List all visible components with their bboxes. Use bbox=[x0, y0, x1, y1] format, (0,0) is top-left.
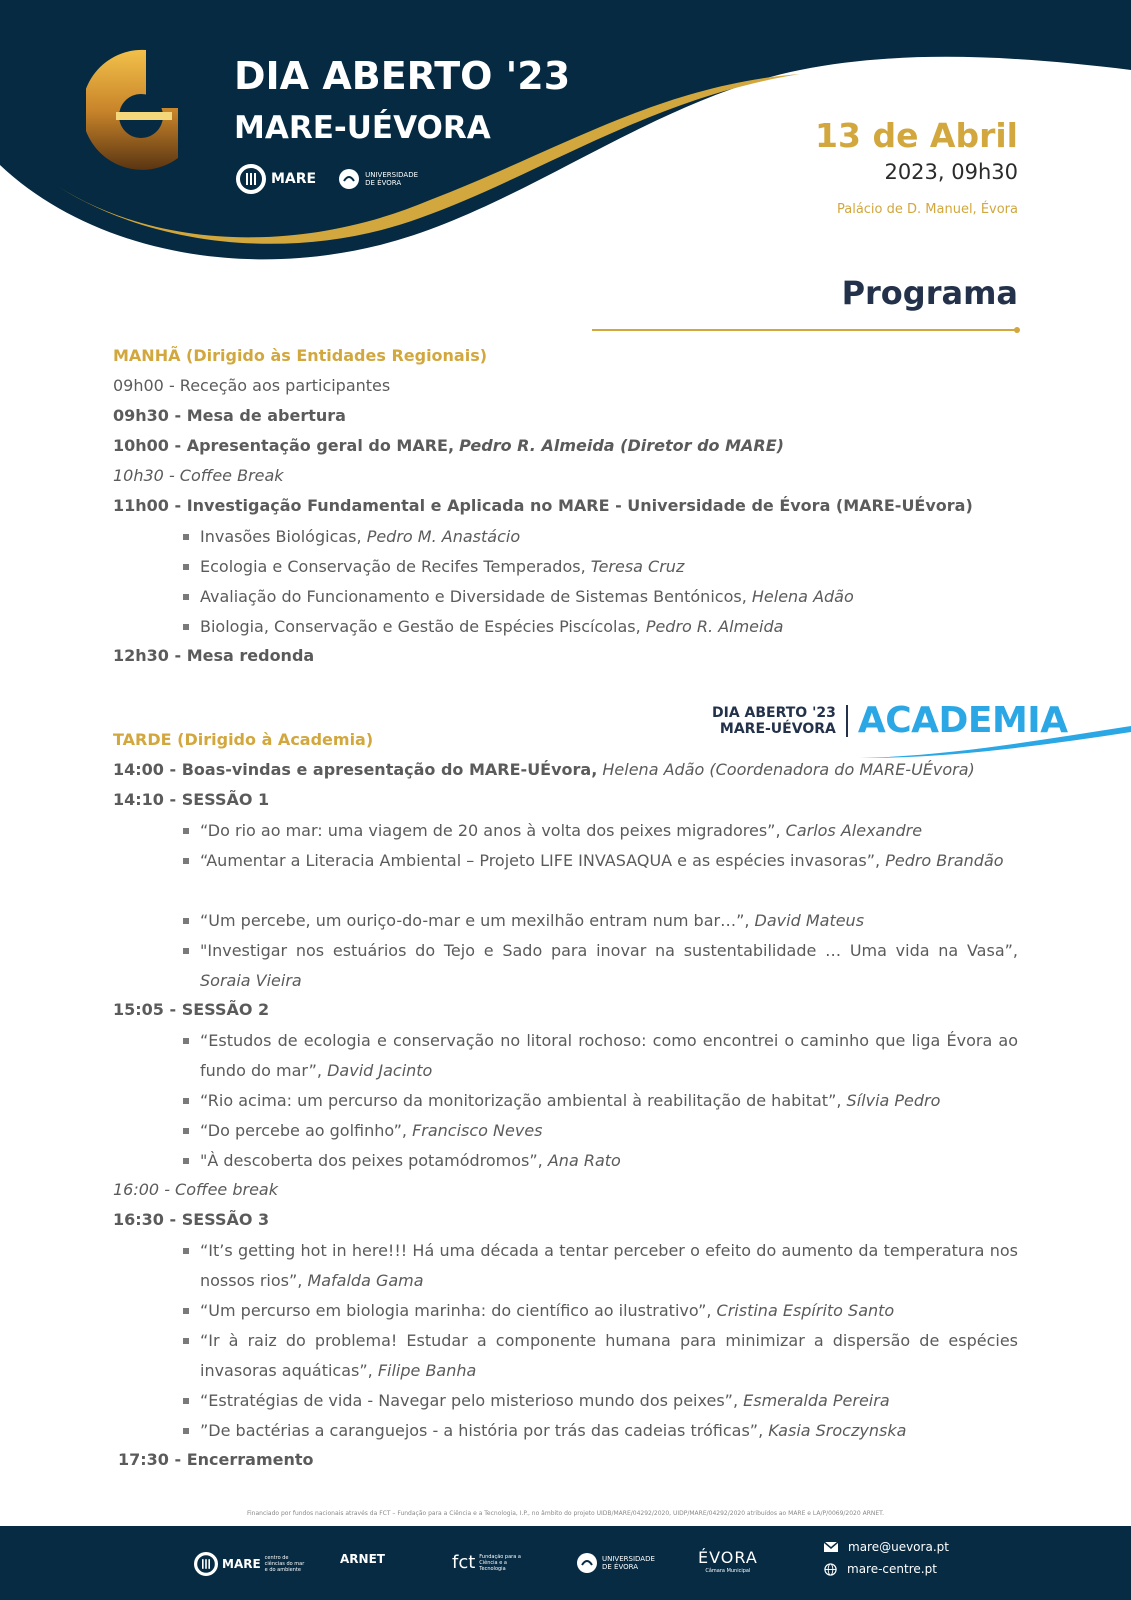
list-item: “Estratégias de vida - Navegar pelo misterioso mundo dos peixes”, Esmeralda Pereira bbox=[200, 1386, 1018, 1416]
uevora-logo bbox=[338, 168, 418, 190]
schedule-line bbox=[113, 646, 314, 665]
schedule-line bbox=[113, 496, 973, 515]
list-item: “Aumentar a Literacia Ambiental – Projeto LIFE INVASAQUA e as espécies invasoras”, Pedro Brandão bbox=[200, 846, 1018, 876]
list-item: “Estudos de ecologia e conservação no litoral rochoso: como encontrei o caminho que liga Évora ao fundo do mar”, David Jacinto bbox=[200, 1026, 1018, 1086]
speaker: Francisco Neves bbox=[412, 1121, 543, 1140]
schedule-line bbox=[113, 436, 784, 455]
globe-icon bbox=[824, 1563, 837, 1576]
uevora-logo-line2: DE ÉVORA bbox=[365, 179, 402, 187]
footer-website[interactable]: mare-centre.pt bbox=[824, 1562, 937, 1576]
schedule-line-bold: 10h00 - Apresentação geral do MARE, bbox=[113, 436, 455, 455]
speaker: Carlos Alexandre bbox=[785, 821, 923, 840]
speaker: David Mateus bbox=[754, 911, 865, 930]
event-time: 2023, 09h30 bbox=[884, 160, 1018, 184]
schedule-line-bold: 17:30 - Encerramento bbox=[118, 1450, 314, 1469]
uevora-logo-icon bbox=[576, 1552, 598, 1574]
footer-mare-logo: MARE centro de ciências do mar e do ambiente bbox=[194, 1552, 305, 1576]
programa-divider bbox=[592, 329, 1018, 331]
schedule-line-speaker: Helena Adão (Coordenadora do MARE-UÉvora) bbox=[602, 760, 975, 779]
morning-section-title: MANHÃ (Dirigido às Entidades Regionais) bbox=[113, 346, 488, 365]
list-item: “Do rio ao mar: uma viagem de 20 anos à volta dos peixes migradores”, Carlos Alexandre bbox=[200, 816, 1018, 846]
event-date: 13 de Abril bbox=[815, 116, 1018, 155]
speaker: Pedro M. Anastácio bbox=[366, 527, 521, 546]
header-partner-logos bbox=[236, 164, 418, 194]
footer-fct-logo: fct Fundação para a Ciência e a Tecnologia bbox=[452, 1552, 521, 1573]
speaker: Mafalda Gama bbox=[307, 1271, 424, 1290]
speaker: Ana Rato bbox=[547, 1151, 621, 1170]
speaker: Esmeralda Pereira bbox=[743, 1391, 890, 1410]
list-item: “Um percebe, um ouriço-do-mar e um mexilhão entram num bar…”, David Mateus bbox=[200, 906, 1018, 936]
list-item: Invasões Biológicas, Pedro M. Anastácio bbox=[200, 522, 1018, 552]
programa-heading: Programa bbox=[841, 274, 1018, 312]
event-title: DIA ABERTO '23 bbox=[234, 54, 571, 98]
event-place: Palácio de D. Manuel, Évora bbox=[836, 202, 1018, 217]
footer bbox=[0, 1526, 1131, 1600]
academia-logo-text: DIA ABERTO '23 MARE-UÉVORA bbox=[712, 705, 848, 737]
footer-evora-logo: ÉVORA Câmara Municipal bbox=[698, 1548, 758, 1574]
mare-logo-icon bbox=[236, 164, 266, 194]
academia-word: ACADEMIA bbox=[857, 700, 1068, 741]
speaker: Soraia Vieira bbox=[200, 971, 302, 990]
dia-aberto-emblem bbox=[86, 48, 182, 172]
afternoon-section-title: TARDE (Dirigido à Academia) bbox=[113, 730, 374, 749]
mare-logo bbox=[236, 164, 316, 194]
session-title: 14:10 - SESSÃO 1 bbox=[113, 790, 270, 809]
list-item: “Ir à raiz do problema! Estudar a componente humana para minimizar a dispersão de espécies invasoras aquáticas”, Filipe Banha bbox=[200, 1326, 1018, 1386]
schedule-line bbox=[118, 1450, 314, 1469]
speaker: Teresa Cruz bbox=[590, 557, 685, 576]
mare-logo-text: MARE bbox=[271, 171, 317, 187]
schedule-line-bold: 11h00 - Investigação Fundamental e Aplicada no MARE - Universidade de Évora (MARE-UÉvora) bbox=[113, 496, 973, 515]
schedule-line-speaker: Pedro R. Almeida (Diretor do MARE) bbox=[459, 436, 784, 455]
list-item: Biologia, Conservação e Gestão de Espécies Piscícolas, Pedro R. Almeida bbox=[200, 612, 1018, 642]
mare-logo-icon bbox=[194, 1552, 218, 1576]
speaker: Pedro Brandão bbox=[885, 851, 1004, 870]
schedule-line: 09h00 - Receção aos participantes bbox=[113, 376, 391, 395]
footer-uevora-logo: UNIVERSIDADE DE ÉVORA bbox=[576, 1552, 655, 1574]
funding-note: Financiado por fundos nacionais através da FCT – Fundação para a Ciência e a Tecnologia, I.P., no âmbito do projeto UIDB/MARE/04292/2020, UIDP/MARE/04292/2020 atribuídos ao MARE e LA/P/0069/2020 ARNET. bbox=[246, 1510, 885, 1517]
speaker: Pedro R. Almeida bbox=[645, 617, 784, 636]
speaker: Cristina Espírito Santo bbox=[716, 1301, 895, 1320]
list-item: Avaliação do Funcionamento e Diversidade de Sistemas Bentónicos, Helena Adão bbox=[200, 582, 1018, 612]
schedule-line-bold: 09h30 - Mesa de abertura bbox=[113, 406, 346, 425]
speaker: Kasia Sroczynska bbox=[768, 1421, 907, 1440]
uevora-logo-line1: UNIVERSIDADE bbox=[365, 171, 419, 179]
list-item: “Um percurso em biologia marinha: do científico ao ilustrativo”, Cristina Espírito Santo bbox=[200, 1296, 1018, 1326]
speaker: Sílvia Pedro bbox=[846, 1091, 941, 1110]
list-item: “Do percebe ao golfinho”, Francisco Neves bbox=[200, 1116, 1018, 1146]
schedule-line: 16:00 - Coffee break bbox=[113, 1180, 278, 1199]
speaker: David Jacinto bbox=[327, 1061, 433, 1080]
list-item: ”De bactérias a caranguejos - a história por trás das cadeias tróficas”, Kasia Sroczynska bbox=[200, 1416, 1018, 1446]
speaker: Helena Adão bbox=[751, 587, 854, 606]
speaker: Filipe Banha bbox=[377, 1361, 477, 1380]
session-title: 16:30 - SESSÃO 3 bbox=[113, 1210, 270, 1229]
schedule-line bbox=[113, 406, 346, 425]
footer-email[interactable]: mare@uevora.pt bbox=[824, 1540, 949, 1554]
schedule-line-bold: 12h30 - Mesa redonda bbox=[113, 646, 315, 665]
schedule-line-bold: 14:00 - Boas-vindas e apresentação do MARE-UÉvora, bbox=[113, 760, 598, 779]
list-item: "À descoberta dos peixes potamódromos”, Ana Rato bbox=[200, 1146, 1018, 1176]
mail-icon bbox=[824, 1542, 838, 1552]
uevora-logo-icon bbox=[338, 168, 360, 190]
list-item: “It’s getting hot in here!!! Há uma década a tentar perceber o efeito do aumento da temperatura nos nossos rios”, Mafalda Gama bbox=[200, 1236, 1018, 1296]
footer-arnet-logo: ARNET bbox=[340, 1552, 385, 1566]
academia-logo bbox=[712, 700, 1068, 741]
event-subtitle: MARE-UÉVORA bbox=[234, 110, 491, 146]
list-item: Ecologia e Conservação de Recifes Temperados, Teresa Cruz bbox=[200, 552, 1018, 582]
schedule-line bbox=[113, 760, 975, 779]
list-item: “Rio acima: um percurso da monitorização ambiental à reabilitação de habitat”, Sílvia Pedro bbox=[200, 1086, 1018, 1116]
session-title: 15:05 - SESSÃO 2 bbox=[113, 1000, 270, 1019]
list-item: "Investigar nos estuários do Tejo e Sado para inovar na sustentabilidade … Uma vida na Vasa”, Soraia Vieira bbox=[200, 936, 1018, 996]
schedule-line: 10h30 - Coffee Break bbox=[113, 466, 284, 485]
